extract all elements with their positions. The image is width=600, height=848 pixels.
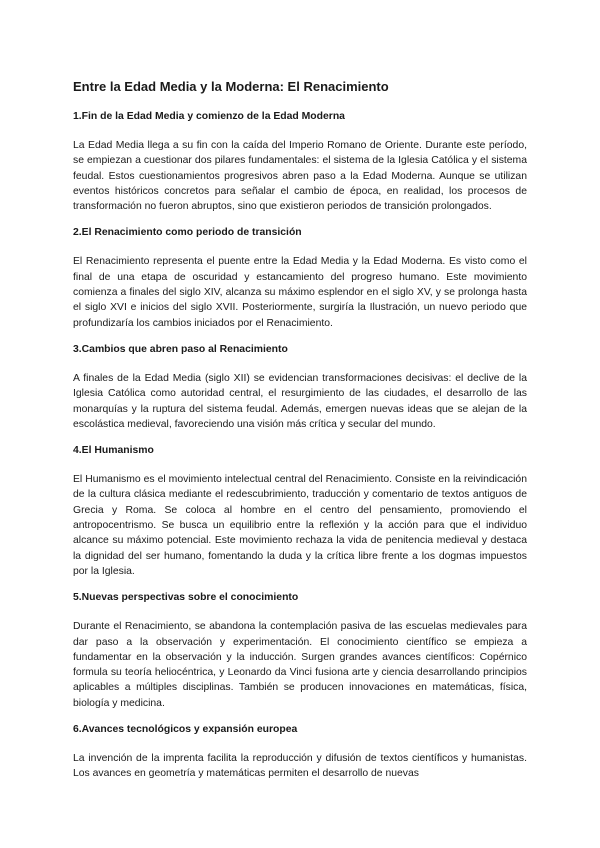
section-heading: 3.Cambios que abren paso al Renacimiento	[73, 343, 288, 355]
section-1	[73, 110, 527, 214]
section-heading: 4.El Humanismo	[73, 445, 154, 457]
section-body: El Humanismo es el movimiento intelectual central del Renacimiento. Consiste en la reivindicación de la cultura clásica mediante el redescubrimiento, traducción y comentario de textos antiguos de Grecia y Roma. Se coloca al hombre en el centro del pensamiento, promoviendo el antropocentrismo. Se busca un equilibrio entre la reflexión y la acción para que el individuo alcance su máximo potencial. Este movimiento rechaza la vida de penitencia medieval y destaca la dignidad del ser humano, fomentando la duda y la crítica libre frente a los dogmas impuestos por la Iglesia.	[73, 474, 527, 577]
section-6	[73, 723, 527, 782]
section-body: Durante el Renacimiento, se abandona la contemplación pasiva de las escuelas medievales para dar paso a la observación y experimentación. El conocimiento científico se empieza a fundamentar en la observación y la inducción. Surgen grandes avances científicos: Copérnico formula su teoría heliocéntrica, y Leonardo da Vinci fusiona arte y ciencia desarrollando principios aplicables a múltiples disciplinas. También se producen innovaciones en matemáticas, física, biología y medicina.	[73, 621, 527, 709]
section-heading: 2.El Renacimiento como periodo de transición	[73, 227, 302, 239]
section-4	[73, 444, 527, 579]
section-body: El Renacimiento representa el puente entre la Edad Media y la Edad Moderna. Es visto como el final de una etapa de oscuridad y estancamiento del progreso humano. Este movimiento comienza a finales del siglo XIV, alcanza su máximo esplendor en el siglo XV, y se prolonga hasta el siglo XVI e inicios del siglo XVII. Posteriormente, surgiría la Ilustración, un nuevo periodo que profundizaría los cambios iniciados por el Renacimiento.	[73, 256, 527, 329]
section-3	[73, 343, 527, 432]
document-page	[73, 78, 527, 794]
section-body: A finales de la Edad Media (siglo XII) se evidencian transformaciones decisivas: el declive de la Iglesia Católica como autoridad central, el resurgimiento de las ciudades, el desarrollo de las monarquías y la ruptura del sistema feudal. Además, emergen nuevas ideas que se alejan de la escolástica medieval, favoreciendo una visión más crítica y secular del mundo.	[73, 372, 527, 430]
section-heading: 6.Avances tecnológicos y expansión europea	[73, 724, 298, 736]
section-heading: 1.Fin de la Edad Media y comienzo de la Edad Moderna	[73, 111, 345, 122]
document-title: Entre la Edad Media y la Moderna: El Renacimiento	[73, 79, 389, 94]
section-heading: 5.Nuevas perspectivas sobre el conocimiento	[73, 592, 299, 604]
section-body: La invención de la imprenta facilita la reproducción y difusión de textos científicos y humanistas. Los avances en geometría y matemáticas permiten el desarrollo de nuevas	[73, 753, 527, 780]
section-body: La Edad Media llega a su fin con la caída del Imperio Romano de Oriente. Durante este período, se empiezan a cuestionar dos pilares fundamentales: el sistema de la Iglesia Católica y el sistema feudal. Estos cuestionamientos progresivos abren paso a la Edad Moderna. Aunque se utilizan eventos históricos concretos para señalar el cambio de época, en realidad, los procesos de transformación no fueron abruptos, sino que existieron periodos de transición prolongados.	[73, 140, 527, 213]
section-2	[73, 226, 527, 330]
section-5	[73, 591, 527, 711]
